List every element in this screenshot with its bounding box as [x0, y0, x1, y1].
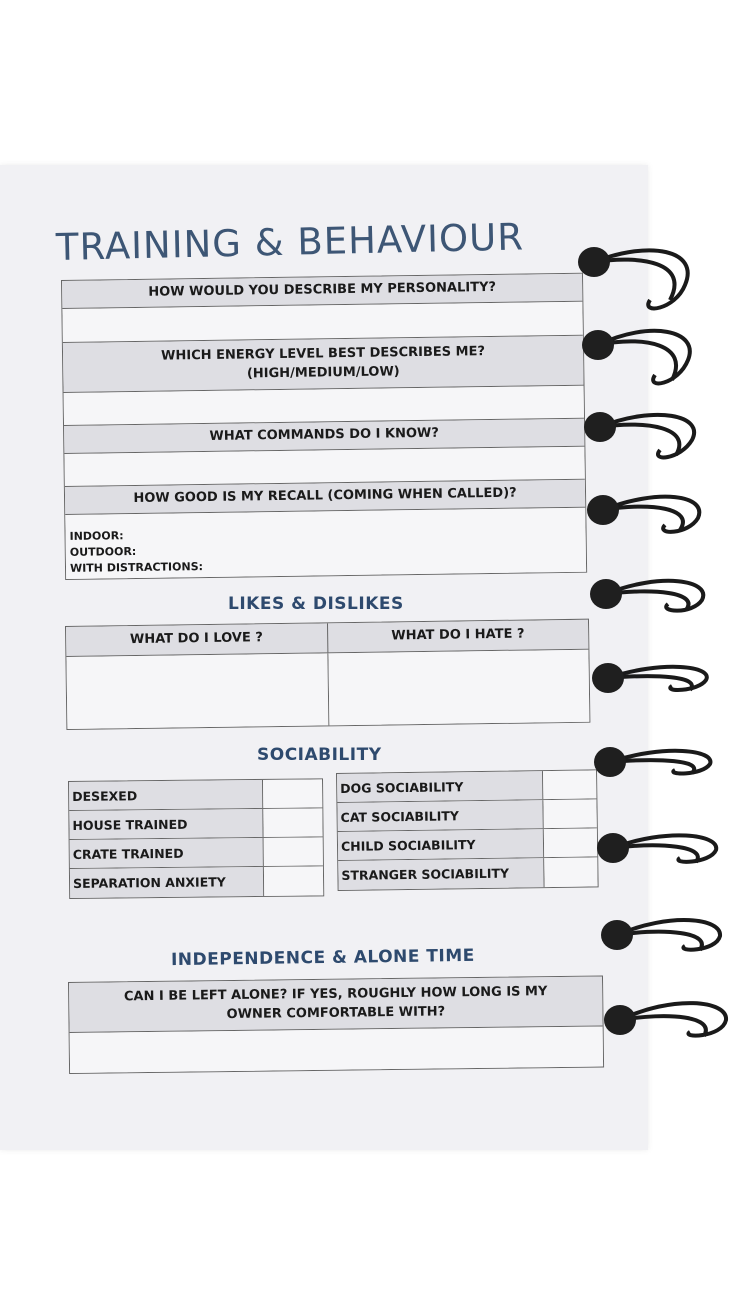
- house-trained-row: [69, 808, 322, 840]
- dog-sociability-row: [337, 770, 596, 803]
- energy-question-line1: WHICH ENERGY LEVEL BEST DESCRIBES ME?: [161, 343, 486, 364]
- desexed-field[interactable]: [263, 779, 322, 808]
- recall-distractions-label: WITH DISTRACTIONS:: [69, 560, 204, 575]
- recall-indoor-label: INDOOR:: [69, 529, 124, 543]
- sociability-left-table: [68, 778, 324, 899]
- alone-answer-field[interactable]: [70, 1026, 603, 1073]
- child-sociability-field[interactable]: [544, 828, 597, 857]
- love-answer-field[interactable]: [66, 653, 328, 729]
- dog-sociability-label: DOG SOCIABILITY: [337, 771, 543, 802]
- independence-table: [68, 975, 604, 1074]
- desexed-row: [69, 779, 322, 811]
- crate-trained-field[interactable]: [264, 837, 323, 866]
- recall-question-text: HOW GOOD IS MY RECALL (COMING WHEN CALLED)?: [133, 485, 517, 507]
- recall-answer-field[interactable]: [65, 508, 586, 579]
- crate-trained-row: [70, 837, 323, 869]
- training-table: [61, 273, 587, 580]
- likes-table: [65, 619, 590, 730]
- cat-sociability-label: CAT SOCIABILITY: [337, 800, 543, 831]
- child-sociability-row: [338, 828, 597, 861]
- commands-question-text: WHAT COMMANDS DO I KNOW?: [209, 425, 439, 445]
- hate-answer-field[interactable]: [328, 650, 589, 726]
- house-trained-label: HOUSE TRAINED: [69, 809, 263, 839]
- house-trained-field[interactable]: [263, 808, 322, 837]
- separation-anxiety-row: [70, 866, 323, 898]
- cat-sociability-row: [337, 799, 596, 832]
- separation-anxiety-field[interactable]: [264, 866, 323, 896]
- cat-sociability-field[interactable]: [543, 799, 596, 828]
- child-sociability-label: CHILD SOCIABILITY: [338, 829, 544, 860]
- hate-header: WHAT DO I HATE ?: [391, 626, 525, 644]
- alone-question: [69, 976, 603, 1033]
- dog-sociability-field[interactable]: [543, 770, 596, 799]
- stranger-sociability-label: STRANGER SOCIABILITY: [338, 858, 544, 890]
- likes-answer-row: [66, 650, 589, 729]
- likes-heading: LIKES & DISLIKES: [228, 594, 404, 614]
- stranger-sociability-row: [338, 857, 597, 890]
- sociability-heading: SOCIABILITY: [257, 745, 382, 765]
- alone-question-line2: OWNER COMFORTABLE WITH?: [226, 1003, 446, 1022]
- recall-outdoor-label: OUTDOOR:: [69, 544, 137, 559]
- crate-trained-label: CRATE TRAINED: [70, 838, 264, 868]
- stranger-sociability-field[interactable]: [544, 857, 597, 887]
- love-header: WHAT DO I LOVE ?: [66, 623, 328, 656]
- energy-question: [63, 336, 584, 393]
- separation-anxiety-label: SEPARATION ANXIETY: [70, 867, 264, 898]
- personality-question-text: HOW WOULD YOU DESCRIBE MY PERSONALITY?: [148, 280, 497, 300]
- desexed-label: DESEXED: [69, 780, 263, 810]
- page-title: TRAINING & BEHAVIOUR: [55, 215, 525, 269]
- alone-question-line1: CAN I BE LEFT ALONE? IF YES, ROUGHLY HOW LONG IS MY: [123, 983, 548, 1004]
- energy-question-line2: (HIGH/MEDIUM/LOW): [246, 363, 400, 381]
- sociability-right-table: [336, 769, 599, 891]
- independence-heading: INDEPENDENCE & ALONE TIME: [170, 945, 475, 971]
